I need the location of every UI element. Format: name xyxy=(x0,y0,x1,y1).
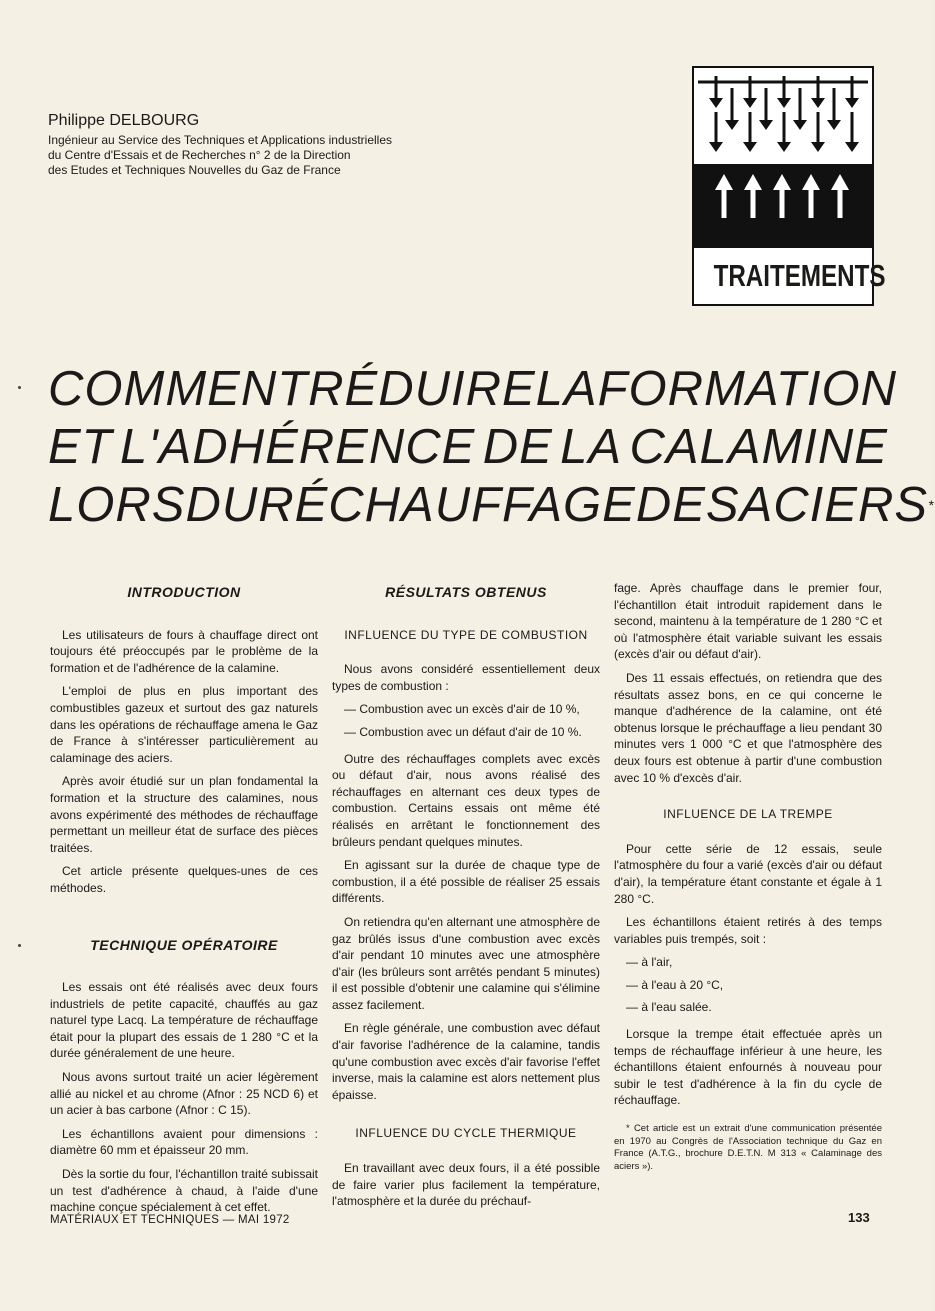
paragraph: En règle générale, une combustion avec défaut d'air favorise l'adhérence de la calamine, tandis qu'une combustion avec excès d'air favorise l'effet inverse, mais la calamine est alors nettement plus épaisse. xyxy=(332,1021,600,1102)
title-word-last: ACIERS* xyxy=(739,478,935,532)
paragraph: Les essais ont été réalisés avec deux fours industriels de petite capacité, chauffés au gaz naturel type Lacq. La température de réchauffage était pour la plupart des essais de 1 280 °C et la durée généralement de une heure. xyxy=(50,980,318,1061)
subsection-heading: INFLUENCE DU TYPE DE COMBUSTION xyxy=(344,627,588,642)
margin-dot xyxy=(18,386,21,389)
journal-footer: MATÉRIAUX ET TECHNIQUES — MAI 1972 xyxy=(50,1214,290,1226)
subsection-heading: INFLUENCE DU CYCLE THERMIQUE xyxy=(355,1126,577,1141)
title-word: RÉCHAUFFAGE xyxy=(258,478,636,532)
traitements-logo xyxy=(692,66,886,306)
paragraph: Dès la sortie du four, l'échantillon traité subissait un test d'adhérence à chaud, à l'aide d'une machine conçue spécialement à cet effet. xyxy=(50,1167,318,1215)
logo-word: TRAITEMENTS xyxy=(714,248,853,304)
paragraph: Les échantillons avaient pour dimensions : diamètre 60 mm et épaisseur 20 mm. xyxy=(50,1126,318,1158)
paragraph: Les utilisateurs de fours à chauffage direct ont toujours été préoccupés par le problème de la formation et de l'adhérence de la calamine. xyxy=(50,627,318,675)
footnote: * Cet article est un extrait d'une communication présentée en 1970 au Congrès de l'Association technique du Gaz en France (A.T.G., brochure D.E.T.N. M 313 « Calaminage des aciers »). xyxy=(614,1123,882,1172)
affiliation-line: Ingénieur au Service des Techniques et Applications industrielles xyxy=(48,133,392,147)
paragraph: Nous avons surtout traité un acier légèrement allié au nickel et au chrome (Afnor : 25 NCD 6) et un acier à bas carbone (Afnor : C 15). xyxy=(50,1070,318,1118)
section-heading: INTRODUCTION xyxy=(127,584,241,600)
list-item: — Combustion avec un défaut d'air de 10 %. xyxy=(344,724,582,739)
paragraph: Cet article présente quelques-unes de ces méthodes. xyxy=(50,864,318,895)
paragraph: Pour cette série de 12 essais, seule l'atmosphère du four a varié (excès d'air ou défaut d'air), la température étant constante et égale à 1 280 °C. xyxy=(614,841,882,906)
footnote-asterisk: * xyxy=(928,497,935,513)
title-word: L'ADHÉRENCE xyxy=(120,420,476,474)
title-line-1 xyxy=(48,360,897,418)
paragraph: L'emploi de plus en plus important des combustibles gazeux et surtout des gaz naturels dans les opérations de réchauffage amena le Gaz de France à s'intéresser particulièrement au calaminage des aciers. xyxy=(50,684,318,765)
title-word: RÉDUIRE xyxy=(308,362,536,416)
affiliation-line: du Centre d'Essais et de Recherches n° 2 de la Direction xyxy=(48,148,351,162)
list-item: — à l'eau à 20 °C, xyxy=(626,977,724,992)
paragraph: Nous avons considéré essentiellement deux types de combustion : xyxy=(332,662,600,693)
column-3 xyxy=(614,580,882,1180)
paragraph: Les échantillons étaient retirés à des temps variables puis trempés, soit : xyxy=(614,915,882,946)
column-2 xyxy=(332,580,600,1217)
affiliation-line: des Etudes et Techniques Nouvelles du Gaz de France xyxy=(48,163,341,177)
title-word: DU xyxy=(185,478,259,532)
title-word: CALAMINE xyxy=(629,420,888,474)
title-line-2 xyxy=(48,418,888,476)
list-item: — Combustion avec un excès d'air de 10 %, xyxy=(344,702,580,717)
title-word: FORMATION xyxy=(597,362,897,416)
author-block xyxy=(48,112,488,178)
title-word: ET xyxy=(48,420,113,474)
paragraph: En agissant sur la durée de chaque type de combustion, il a été possible de réaliser 25 essais différents. xyxy=(332,858,600,906)
section-heading: TECHNIQUE OPÉRATOIRE xyxy=(90,936,278,953)
list-item: — à l'eau salée. xyxy=(626,1000,712,1015)
title-word: LORS xyxy=(48,478,186,532)
title-line-3 xyxy=(48,476,935,534)
arrows-icon xyxy=(694,68,872,248)
title-word: COMMENT xyxy=(48,362,309,416)
column-1 xyxy=(50,580,318,1223)
paragraph: En travaillant avec deux fours, il a été possible de faire varier plus facilement la température, l'atmosphère et la durée du préchauf- xyxy=(332,1161,600,1209)
paragraph: Outre des réchauffages complets avec excès ou défaut d'air, nous avons réalisé des réchauffages en alternant ces deux types de combustion. Certains essais ont même été réalisés en arrêtant le fonctionnement des brûleurs pendant quelques minutes. xyxy=(332,751,600,849)
list-item: — à l'air, xyxy=(626,955,673,970)
article-title xyxy=(48,360,935,534)
author-affiliation xyxy=(48,133,488,178)
subsection-heading: INFLUENCE DE LA TREMPE xyxy=(663,807,833,822)
title-word: DES xyxy=(635,478,740,532)
title-word: LA xyxy=(535,362,598,416)
section-heading: RÉSULTATS OBTENUS xyxy=(385,584,547,600)
paragraph: Après avoir étudié sur un plan fondamental la formation et la structure des calamines, nous avons expérimenté des méthodes de réchauffage permettant un meilleur état de surface des pièces traitées. xyxy=(50,774,318,855)
title-word: DE xyxy=(482,420,553,474)
page-number: 133 xyxy=(848,1210,870,1225)
author-name: Philippe DELBOURG xyxy=(48,112,200,129)
paragraph: Des 11 essais effectués, on retiendra que des résultats assez bons, en ce qui concerne le manque d'adhérence de la calamine, ont été obtenus lorsque le préchauffage a lieu pendant 30 minutes vers 1 000 °C et que l'atmosphère des deux fours est obtenue à partir d'une combustion avec 10 % d'excès d'air. xyxy=(614,670,882,785)
margin-dot xyxy=(18,944,21,947)
paragraph: On retiendra qu'en alternant une atmosphère de gaz brûlés issus d'une combustion avec excès d'air pendant 10 minutes avec une atmosphère d'air (les brûleurs sont arrêtés pendant 5 minutes) il est possible d'obtenir une calamine qui s'élimine assez facilement. xyxy=(332,914,600,1012)
paragraph: Lorsque la trempe était effectuée après un temps de réchauffage inférieur à une heure, les échantillons étaient enfournés à nouveau pour subir le test d'adhérence à la fin du cycle de réchauffage. xyxy=(614,1027,882,1108)
title-word: LA xyxy=(560,420,623,474)
paragraph: fage. Après chauffage dans le premier four, l'échantillon était introduit rapidement dans le second, maintenu à la température de 1 280 °C et où l'atmosphère était variable suivant les essais (excès d'air ou défaut d'air). xyxy=(614,581,882,662)
